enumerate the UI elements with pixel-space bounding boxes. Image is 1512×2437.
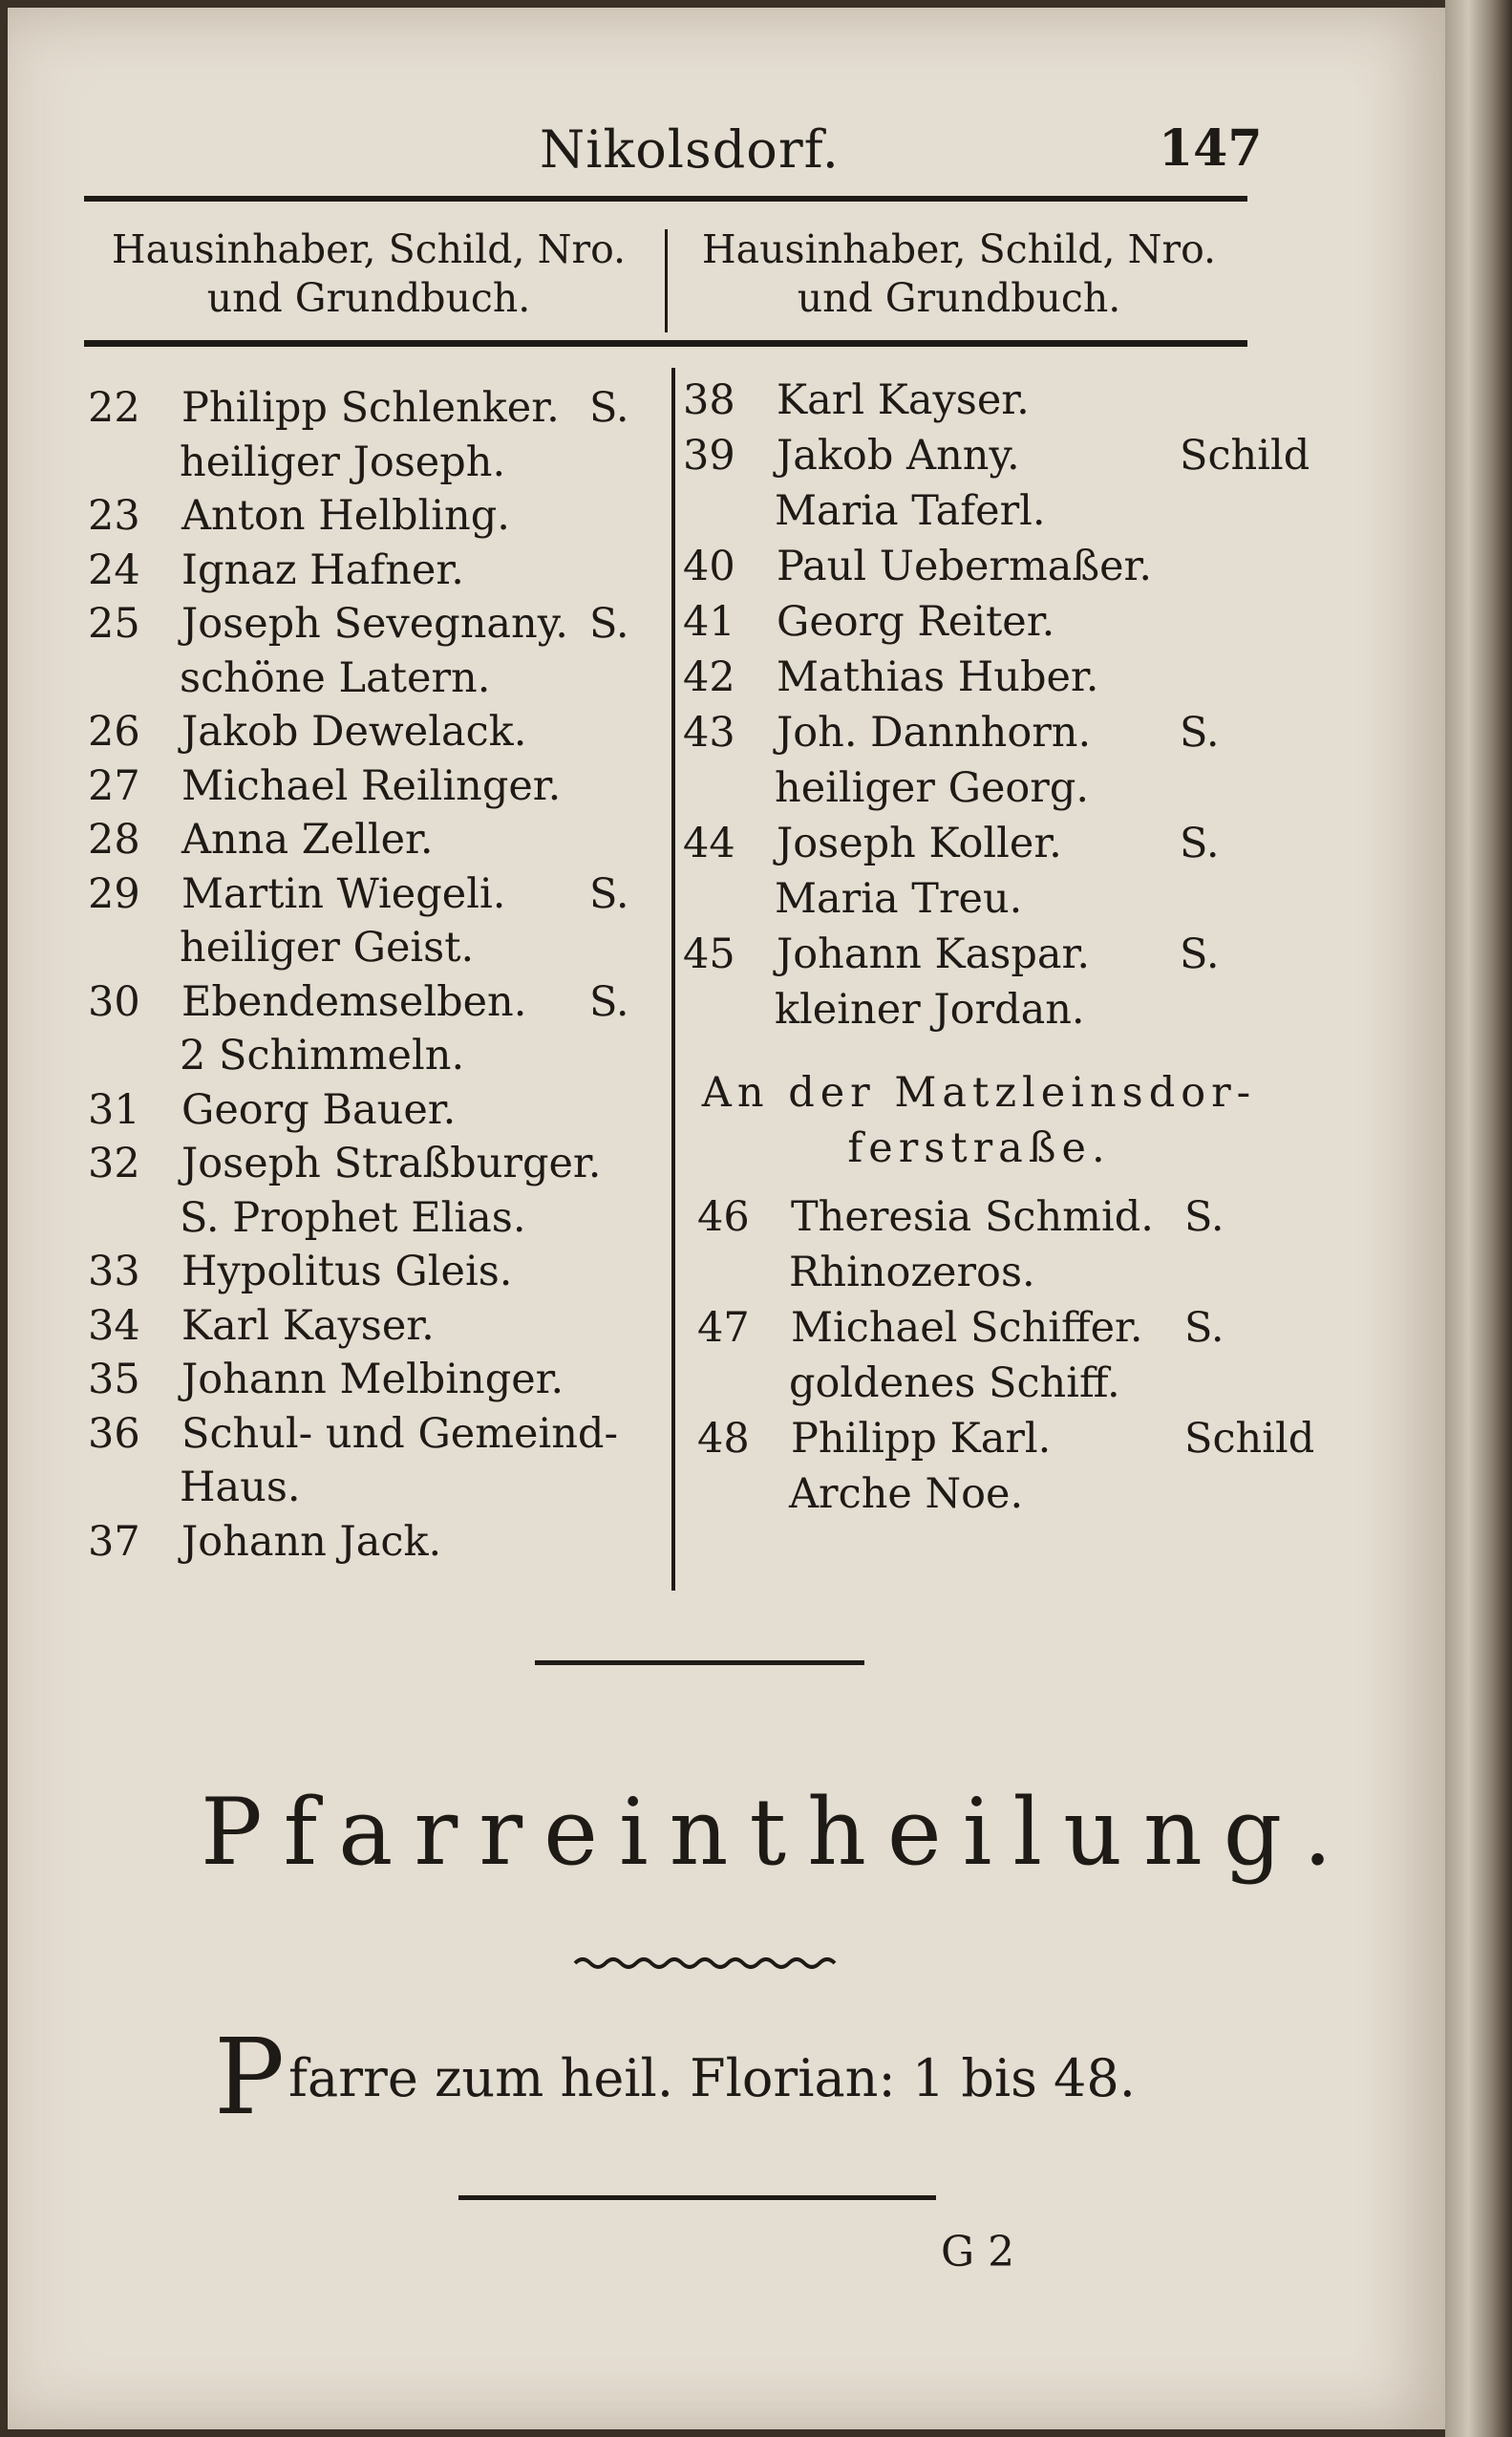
entry-row xyxy=(683,705,1091,760)
owner-name: Paul Uebermaßer. xyxy=(777,543,1153,590)
house-number: 22 xyxy=(88,384,140,432)
owner-name: Hypolitus Gleis. xyxy=(181,1248,513,1295)
entry-continuation: Maria Taferl. xyxy=(775,487,1046,535)
entry-continuation: S. Prophet Elias. xyxy=(180,1193,526,1242)
owner-name: Michael Schiffer. xyxy=(791,1304,1143,1352)
owner-name: Theresia Schmid. xyxy=(791,1193,1154,1241)
entry-row xyxy=(697,1189,1154,1245)
owner-name: Martin Wiegeli. xyxy=(181,869,506,918)
shop-sign-marker: S. xyxy=(589,600,629,648)
entry-row xyxy=(683,927,1090,982)
entry-continuation: heiliger Georg. xyxy=(775,764,1090,812)
entry-row xyxy=(88,866,505,922)
shop-sign-marker: S. xyxy=(1180,820,1220,867)
house-number: 42 xyxy=(683,653,735,701)
house-number: 25 xyxy=(88,600,140,648)
house-number: 45 xyxy=(683,930,735,978)
signature-mark: G 2 xyxy=(941,2228,1015,2277)
entry-continuation: Haus. xyxy=(180,1464,301,1511)
owner-name: Karl Kayser. xyxy=(777,376,1030,424)
house-number: 24 xyxy=(88,545,140,594)
entry-row xyxy=(88,1352,564,1407)
house-number: 33 xyxy=(88,1248,140,1295)
house-number: 44 xyxy=(683,820,735,867)
house-number: 38 xyxy=(683,376,735,424)
entry-row xyxy=(88,1244,512,1299)
owner-name: Johann Jack. xyxy=(181,1517,442,1566)
top-rule xyxy=(84,196,1247,202)
entry-continuation: kleiner Jordan. xyxy=(775,986,1085,1034)
house-number: 29 xyxy=(88,869,140,918)
entry-row xyxy=(88,1298,435,1354)
entry-row xyxy=(88,704,526,759)
owner-name: Ebendemselben. xyxy=(181,977,527,1026)
shop-sign-marker: Schild xyxy=(1184,1415,1315,1463)
section-title: Pfarreintheilung. xyxy=(201,1779,1353,1886)
page-number: 147 xyxy=(1159,119,1263,178)
owner-name: Georg Reiter. xyxy=(777,598,1055,646)
shop-sign-marker: S. xyxy=(589,977,629,1026)
house-number: 27 xyxy=(88,761,140,810)
running-head: Nikolsdorf. xyxy=(540,119,840,180)
street-heading-line1: An der Matzleinsdor- xyxy=(701,1069,1257,1117)
entry-row xyxy=(88,543,464,598)
house-number: 35 xyxy=(88,1356,140,1403)
page-edge xyxy=(1445,0,1512,2437)
owner-name: Anna Zeller. xyxy=(181,816,434,864)
owner-name: Karl Kayser. xyxy=(181,1301,435,1350)
entry-row xyxy=(683,373,1030,428)
entry-row xyxy=(683,428,1020,483)
entry-row xyxy=(683,594,1054,650)
entry-row xyxy=(88,380,560,436)
parish-text: farre zum heil. Florian: 1 bis 48. xyxy=(288,2048,1136,2108)
entry-continuation: Maria Treu. xyxy=(775,875,1023,923)
shop-sign-marker: S. xyxy=(589,384,629,432)
house-number: 31 xyxy=(88,1085,140,1134)
entry-row xyxy=(697,1300,1143,1356)
entry-row xyxy=(88,759,561,814)
left-header-line2: und Grundbuch. xyxy=(206,275,531,322)
house-number: 23 xyxy=(88,492,140,540)
owner-name: Joseph Sevegnany. xyxy=(181,600,568,648)
house-number: 36 xyxy=(88,1409,140,1458)
entry-row xyxy=(697,1411,1051,1466)
owner-name: Joh. Dannhorn. xyxy=(777,709,1092,757)
entry-row xyxy=(683,650,1098,705)
owner-name: Schul- und Gemeind- xyxy=(181,1409,618,1458)
right-header-line1: Hausinhaber, Schild, Nro. xyxy=(701,226,1217,272)
house-number: 39 xyxy=(683,432,735,480)
owner-name: Joseph Straßburger. xyxy=(181,1140,602,1187)
column-divider xyxy=(671,368,675,1591)
street-heading-line2: ferstraße. xyxy=(847,1124,1111,1172)
parish-line xyxy=(214,2016,1136,2138)
entry-row xyxy=(88,488,510,544)
entry-row xyxy=(88,1082,456,1138)
house-number: 47 xyxy=(697,1304,750,1352)
house-number: 48 xyxy=(697,1415,750,1463)
left-column xyxy=(88,380,666,1593)
owner-name: Johann Melbinger. xyxy=(181,1356,564,1403)
entry-row xyxy=(88,1406,618,1462)
street-heading xyxy=(683,1065,1275,1176)
house-number: 40 xyxy=(683,543,735,590)
shop-sign-marker: S. xyxy=(1180,930,1220,978)
shop-sign-marker: S. xyxy=(1184,1193,1225,1241)
house-number: 26 xyxy=(88,708,140,756)
owner-name: Michael Reilinger. xyxy=(181,761,562,810)
owner-name: Philipp Karl. xyxy=(791,1415,1052,1463)
house-number: 43 xyxy=(683,709,735,757)
header-divider xyxy=(665,229,668,332)
entry-row xyxy=(88,974,526,1030)
owner-name: Jakob Anny. xyxy=(777,432,1020,480)
entry-continuation: Arche Noe. xyxy=(789,1470,1024,1518)
right-header-line2: und Grundbuch. xyxy=(797,275,1121,322)
entry-row xyxy=(88,1136,601,1191)
entry-continuation: Rhinozeros. xyxy=(789,1249,1035,1296)
entry-row xyxy=(88,596,568,652)
entry-row xyxy=(88,812,434,867)
right-column-header xyxy=(671,225,1247,324)
right-column-street xyxy=(697,1189,1315,1591)
end-ornament-rule xyxy=(535,1660,864,1665)
house-number: 34 xyxy=(88,1301,140,1350)
shop-sign-marker: S. xyxy=(1180,709,1220,757)
owner-name: Joseph Koller. xyxy=(777,820,1062,867)
wavy-ornament xyxy=(573,1954,845,1973)
entry-continuation: schöne Latern. xyxy=(180,653,491,702)
house-number: 37 xyxy=(88,1517,140,1566)
owner-name: Ignaz Hafner. xyxy=(181,545,464,594)
house-number: 41 xyxy=(683,598,735,646)
house-number: 32 xyxy=(88,1140,140,1187)
owner-name: Jakob Dewelack. xyxy=(181,708,527,756)
header-rule xyxy=(84,340,1247,347)
house-number: 28 xyxy=(88,816,140,864)
entry-row xyxy=(683,539,1152,594)
entry-continuation: heiliger Joseph. xyxy=(180,438,506,486)
shop-sign-marker: Schild xyxy=(1180,432,1310,480)
drop-cap: P xyxy=(214,2016,286,2138)
owner-name: Johann Kaspar. xyxy=(777,930,1091,978)
left-header-line1: Hausinhaber, Schild, Nro. xyxy=(111,226,627,272)
entry-continuation: goldenes Schiff. xyxy=(789,1359,1120,1407)
bottom-rule xyxy=(458,2195,936,2200)
owner-name: Mathias Huber. xyxy=(777,653,1099,701)
right-column xyxy=(683,373,1310,1060)
owner-name: Georg Bauer. xyxy=(181,1085,457,1134)
entry-continuation: 2 Schimmeln. xyxy=(180,1032,465,1080)
house-number: 46 xyxy=(697,1193,750,1241)
wavy-line xyxy=(575,1959,835,1967)
owner-name: Philipp Schlenker. xyxy=(181,384,560,432)
shop-sign-marker: S. xyxy=(589,869,629,918)
entry-continuation: heiliger Geist. xyxy=(180,924,475,972)
left-column-header xyxy=(76,225,661,324)
entry-row xyxy=(683,816,1062,871)
house-number: 30 xyxy=(88,977,140,1026)
owner-name: Anton Helbling. xyxy=(181,492,510,540)
shop-sign-marker: S. xyxy=(1184,1304,1225,1352)
entry-row xyxy=(88,1514,441,1570)
